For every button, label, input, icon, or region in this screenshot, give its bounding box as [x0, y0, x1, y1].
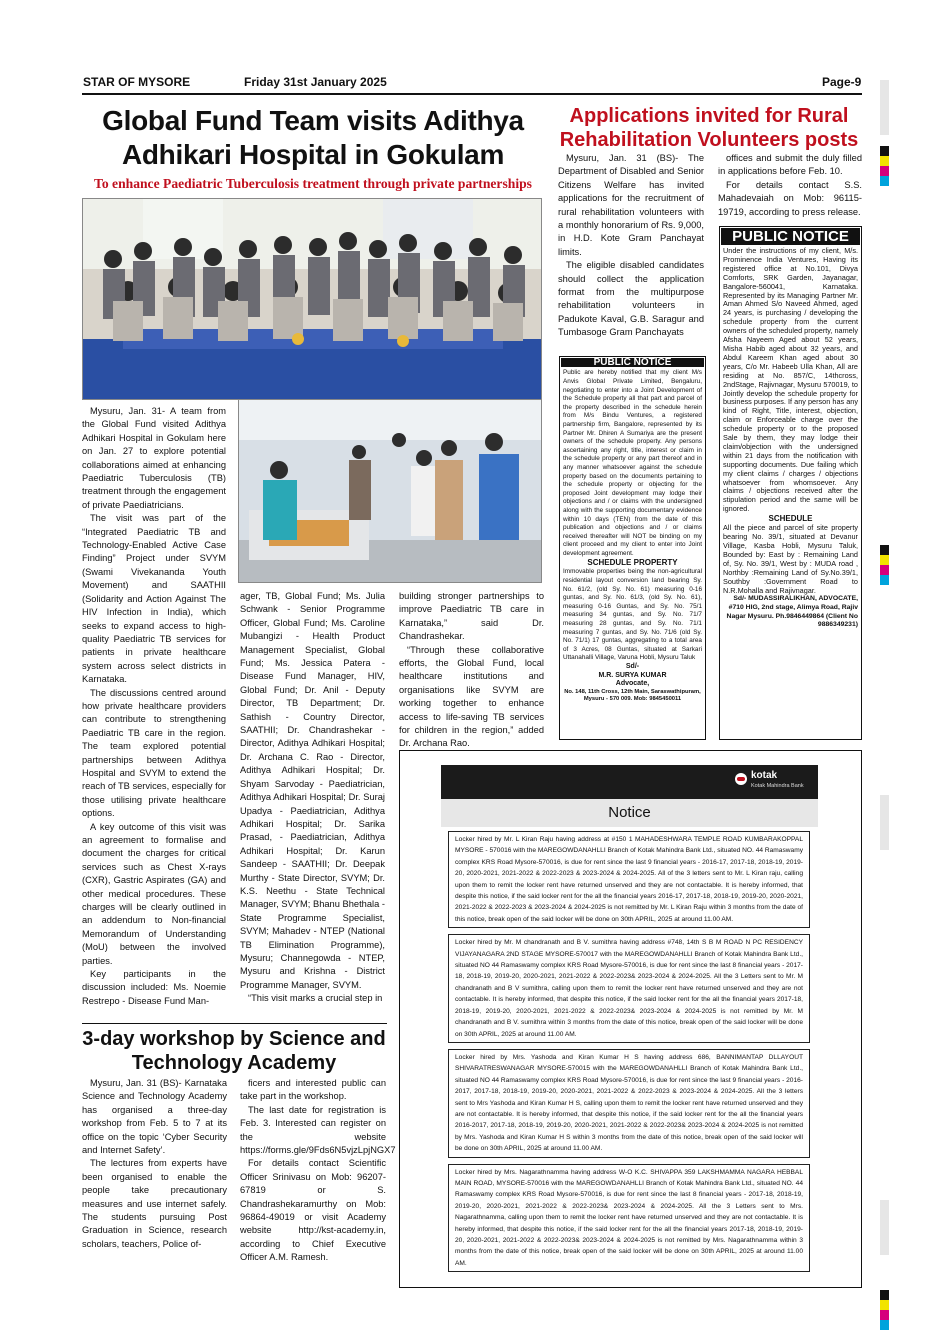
- paragraph: For details contact Scientific Officer Srinivasu on Mob: 96207-67819 or S. Chandrashekaramurthy on Mob: 96864-49019 or visit Academy website http://kst-academy.in, according to Chief Executive Officer A.M. Ramesh.: [240, 1158, 386, 1263]
- paragraph: The lectures from experts have been organised to enable the people take precautionary measures and use internet safely. The students pursuing Post Graduation in Science, research scholars, teachers, Police of-: [82, 1158, 227, 1249]
- public-notice-prominence: [719, 226, 862, 740]
- advocate-address: No. 148, 11th Cross, 12th Main, Saraswathipuram, Mysuru - 570 009. Mob: 9845450011: [564, 688, 701, 702]
- locker-entry: Locker hired by Mr. M chandranath and B V. sumithra having address #748, 14th S B M ROAD N PC RESIDENCY VIJAYANAGARA 2ND STAGE MYSORE-570017 with the MAREGOWDANAHLLI Branch of Kotak Mahindra Bank Ltd., situated NO 44 Ramaswamy complex KRS Road Mysore-570016, is due for rent since the last 8 financial years - 2017-18, 2018-19, 2019-20, 2020-2021, 2021-2022 & 2022-2023& 2023-2024 & 2024-2025. All the 3 Letters sent to Mr. M chandranath and B V sumithra, calling upon them to remit the locker rent have returned unserved and they are not contactable. It is hereby informed, that despite this notice, if the said locker rent for the all the financial years 2017-18, 2018-19, 2019-20, 2020-2021, 2021-2022 & 2022-2023& 2023-2024 & 2024-2025 is not remitted by Mr. M chandranath and B V. sumithra within 3 months from the date of this notice, break open of the said locker will be done on 30th APRIL, 2025 at around 11.00 AM.: [448, 934, 810, 1043]
- locker-entry: Locker hired by Mrs. Nagarathnamma having address W-O K.C. SHIVAPPA 359 LAKSHMAMMA NAGARA HEBBAL MAIN ROAD, MYSORE-570016 with the MAREGOWDANAHLLI Branch of Kotak Mahindra Bank Ltd., situated NO. 44 Ramaswamy complex KRS Road Mysore-570016, is due for rent since the last 8 financial years - 2017-18, 2018-19, 2019-20, 2020-2021, 2021-2022 & 2022-2023& 2023-2024 & 2024-2025. All the 3 Letters sent to Mrs. Nagarathnamma, calling upon them to remit the locker rent have returned unserved and they are not contactable. It is hereby informed, that despite this notice, if the said locker rent for the all the financial years 2017-18, 2018-19, 2019-20, 2020-2021, 2021-2022 & 2022-2023& 2023-2024 & 2024-2025 is not remitted by Mrs. Nagarathnamma within 3 months from the date of this notice, break open of the said locker will be done on 30th APRIL, 2025 at around 11.00 AM.: [448, 1164, 810, 1273]
- registration-bar: [880, 795, 889, 850]
- registration-bar: [880, 80, 889, 135]
- paragraph: Mysuru, Jan. 31 (BS)- Karnataka Science and Technology Academy has organised a three-day workshop from Feb. 5 to 7 at its office on the topic ‘Cyber Security and Internet Safety’.: [82, 1078, 227, 1156]
- paragraph: “Through these collaborative efforts, the Global Fund, local healthcare institutions and organisations like SVYM are working together to enhance access to life-saving TB services for children in the region,” added Dr. Archana Rao.: [399, 644, 544, 749]
- schedule-text: Immovable properties being the non-agricultural residential layout conversion land bearing Sy. No. 61/2, (old Sy. No. 61) measuring 0-16 guntas, and Sy. No. 61/3, (old Sy. No. 61), measuring 0-16 Guntas, and Sy. No. 75/1 measuring 34 guntas, and Sy. No. 71/7 measuring 28 guntas, and Sy. No. 71/1 measuring 7 guntas, and Sy. No. 71/6 (old Sy. No. 71/1) 17 guntas, aggregating to a total area of 3 Acres, 08 Guntas, situated at Sarkari Uttanahalli Village, Varuna Hobli, Mysuru Taluk: [563, 568, 702, 662]
- paragraph: “This visit marks a crucial step in: [248, 993, 383, 1004]
- registration-mark: [880, 555, 889, 565]
- locker-entry: Locker hired by Mrs. Yashoda and Kiran Kumar H S having address 686, BANNIMANTAP DLLAYOUT SHIVARATRESWANAGAR MYSORE-570015 with the MAREGOWDANAHLLI Branch of Kotak Mahindra Bank Ltd., situated NO 44 Ramaswamy complex KRS Road Mysore-570016, is due for rent since the last 9 financial years - 2016-2017, 2017-18, 2018-19, 2019-20, 2020-2021, 2021-2022 & 2022-2023 & 2023-2024 & 2024-2025. All the 3 letters sent to Mrs Yashoda and Kiran Kumar H S, calling upon them to remit the locker rent have returned unserved and they are not contactable. It is hereby informed, that despite this notice, if the said locker rent for the all the financial years 2016-2017, 2017-18, 2018-19, 2019-20, 2020-2021, 2021-2022 & 2022-2023& 2023-2024 & 2024-2025 is not remitted by Mrs. Yashoda and Kiran Kumar H S within 3 months from the date of this notice, break open of the said locker will be done on 30th APRIL, 2025 at around 11.00 AM.: [448, 1049, 810, 1158]
- paragraph: A key outcome of this visit was an agreement to formalise and document the charges for critical services such as Chest X-rays (CXR), Gastric Aspirates (GA) and other medical procedures. These charges will be clearly outlined in an addendum to Non-financial Memorandum of Understanding (MoU) between the involved parties.: [82, 821, 226, 966]
- notice-heading: Notice: [441, 799, 818, 827]
- participants-list: ager, TB, Global Fund; Ms. Julia Schwank - Senior Programme Officer, Global Fund; Ms. Caroline Mubangizi - Health Product Management Specialist, Global Fund; Ms. Jessica Patera - Disease Fund Manager, HIV, Global Fund; Dr. Anil - Deputy Director, TB Department; Dr. Sathish - Country Director, SAATHII; Dr. Chandrashekar - Director, Adithya Adhikari Hospital; Dr. Archana C. Rao - Director, Adithya Adhikari Hospital; Dr. Shyam Sarvoday - Paediatrician, Adithya Adhikari Hospital; Dr. Suraj Upadya - Paediatrician, Adithya Adhikari Hospital; Dr. Sarika Prasad, - Paediatrician, Adithya Adhikari Hospital; Dr. Karun Sandeep - SAATHII; Dr. Deepak Murthy - State Director, SVYM; Dr. K.S. Neethu - State Technical Manager, SVYM; Bhanu Bhethala - State Programme Specialist, SVYM; Mahadev - NTEP (National TB Elimination Programme), Mysuru; Channegowda - NTEP, Mysuru and Krishna - District Programme Manager, SVYM.: [240, 591, 385, 990]
- registration-bar: [880, 1200, 889, 1255]
- registration-mark: [880, 545, 889, 555]
- schedule-heading: SCHEDULE PROPERTY: [587, 558, 678, 568]
- rural-rehab-column-2: [718, 152, 862, 219]
- advocate-name: M.R. SURYA KUMAR: [598, 671, 667, 679]
- subheadline-global-fund: To enhance Paediatric Tuberculosis treatment through private partnerships: [94, 176, 532, 191]
- bank-banner: [441, 765, 818, 799]
- masthead-rule: [82, 93, 862, 95]
- paragraph: offices and submit the duly filled in applications before Feb. 10.: [718, 153, 862, 177]
- paragraph: building stronger partnerships to improve Paediatric TB care in Karnataka,” said Dr. Chandrashekar.: [399, 591, 544, 642]
- issue-date: Friday 31st January 2025: [244, 75, 387, 89]
- hospital-visit-photo: [238, 399, 542, 583]
- paragraph: For details contact S.S. Mahadevaiah on Mob: 96115-19719, according to press release.: [718, 179, 862, 217]
- registration-mark: [880, 146, 889, 156]
- rural-rehab-column-1: [558, 152, 704, 340]
- bank-brand: kotak: [751, 770, 778, 781]
- notice-title: PUBLIC NOTICE: [721, 228, 860, 245]
- kotak-logo-icon: [735, 773, 747, 785]
- paragraph: Key participants in the discussion included: Ms. Noemie Restrepo - Disease Fund Man-: [82, 969, 226, 1006]
- locker-entry: Locker hired by Mr. L Kiran Raju having address at #150 1 MAHADESHWARA TEMPLE ROAD KUMBARAKOPPAL MYSORE - 570016 with the MAREGOWDANAHLLI Branch of Kotak Mahindra Bank Ltd., situated NO. 44 Ramaswamy complex KRS Road Mysore-570016, is due for rent since the last 9 financial years - 2016-17, 2017-18, 2018-19, 2019-20, 2020-2021, 2021-2022 & 2022-2023 & 2023-2024 & 2024-2025. All of the 3 letters sent to Mr. L Kiran raju, calling upon them to remit the locker rent have returned unserved and they are not contactable. It is hereby informed, that despite this notice, if the said locker rent for the all the financial years 2016-17, 2017-18, 2018-19, 2019-20, 2020-2021, 2021-2022 & 2022-2023 & 2023-2024 & 2024-2025 is not remitted by Mr. L Kiran Raju within 3 months from the date of this notice, break open of the said locker will be done on 30th APRIL, 2025 at around 11.00 AM.: [448, 831, 810, 928]
- paragraph: Mysuru, Jan. 31 (BS)- The Department of Disabled and Senior Citizens Welfare has invited applications for the recruitment of rural rehabilitation volunteers with a monthly honorarium of Rs. 9,000, in H.D. Kote Gram Panchayat limits.: [558, 153, 704, 257]
- divider: [82, 1023, 387, 1024]
- page-number: Page-9: [822, 75, 862, 89]
- workshop-column-2: [240, 1077, 396, 1265]
- registration-mark: [880, 1290, 889, 1300]
- paragraph: The discussions centred around how private healthcare providers can contribute to strengthening Paediatric TB care in the region. The team explored potential partnerships between Adithya Hospital and SVYM to extend the reach of TB services, especially for those utilising private healthcare options.: [82, 687, 226, 819]
- registration-mark: [880, 156, 889, 166]
- notice-body: Under the instructions of my client, M/s. Prominence India Ventures, Having its registered office at No.101, Divya Comforts, SRK Garden, Jayanagar, Bangalore-560041, Karnataka. Represented by its Managing Partner Mr. Aman Ahmed S/o Naveed Ahmed, aged 24 years, is purchasing / developing the schedule property from the current owners of the scheduled property, namely Afsha Nayeem Aged about 52 years, Misha Habib aged about 32 years, and Abdul Kareem Khan aged about 30 years, C/o Mr. Habeeb Ulla Khan, All are residing at No. 857/C, 14thcross, 2ndStage, Rajivnagar, Mysuru 570019, to Jointly develop the schedule property for business purposes. If any person has any kind of Right, Title, interest, objection, claim or Enforceable charge over the schedule property or to the proposed Sale by them, they may lodge their claim/objection with the undersigned within 21 days from the notification with supporting documents. Due failing which my client claims / charges / objections whatsoever from whomsoever. Any claims / objections received after the stipulation period and the same will be ignored.: [723, 246, 858, 514]
- paragraph: ficers and interested public can take part in the workshop.: [240, 1078, 386, 1102]
- locker-list: [448, 831, 810, 1278]
- registration-mark: [880, 565, 889, 575]
- headline-rural-rehab: Applications invited for Rural Rehabilitation Volunteers posts: [559, 105, 859, 151]
- registration-mark: [880, 176, 889, 186]
- group-photo: [82, 198, 542, 400]
- paragraph: The last date for registration is Feb. 3. Interested can register on the website https://forms.gle/9Fds6N5vjzLpjNGX7: [240, 1104, 396, 1156]
- notice-title: PUBLIC NOTICE: [561, 358, 704, 367]
- paper-name: STAR OF MYSORE: [83, 75, 191, 89]
- bank-brand-sub: Kotak Mahindra Bank: [751, 783, 804, 789]
- registration-mark: [880, 166, 889, 176]
- registration-mark: [880, 575, 889, 585]
- public-notice-anvis: [559, 356, 706, 740]
- global-fund-column-3: [399, 590, 544, 751]
- advocate-role: Advocate,: [615, 680, 650, 687]
- bank-locker-notice: [399, 750, 862, 1288]
- paragraph: The eligible disabled candidates should collect the application format from the multipurpose rehabilitation volunteers in Padukote Kaval, G.B. Saragur and Tumbasoge Gram Panchayats: [558, 260, 704, 338]
- registration-mark: [880, 1300, 889, 1310]
- advocate-signature: Sd/- MUDASSIRALIKHAN, ADVOCATE, #710 HIG, 2nd stage, Alimya Road, Rajiv Nagar Mysuru. Ph.9846449864 (Client No 9886349231): [726, 595, 858, 629]
- headline-workshop: 3-day workshop by Science and Technology Academy: [82, 1028, 386, 1074]
- signature: Sd/-: [625, 663, 640, 670]
- headline-global-fund: Global Fund Team visits Adithya Adhikari Hospital in Gokulam: [102, 105, 524, 170]
- schedule-heading: SCHEDULE: [768, 514, 813, 524]
- global-fund-column-1: [82, 405, 226, 1008]
- workshop-column-1: [82, 1077, 227, 1251]
- schedule-text: All the piece and parcel of site property bearing No. 39/1, situated at Devanur Village, Kasba Hobli, Mysuru Taluk, Bounded by: East by : Remaining Land of, Sy. No. 39/1, West by : MUDA road , Northby :Remaining Land of Sy.No.39/1, Southby :Government Road to N.R.Mohalla and Rajivnagar.: [723, 523, 858, 595]
- paragraph: The visit was part of the “Integrated Paediatric TB and Technology-Enabled Active Case Finding” Project under SVYM (Swami Vivekananda Youth Movement) and SAATHII (Solidarity and Action Against The HIV Infection in India), which seeks to expand access to high-quality Paediatric TB services for patients in private healthcare system across select districts in Karnataka.: [82, 513, 226, 685]
- paragraph: Mysuru, Jan. 31- A team from the Global Fund visited Adithya Adhikari Hospital in Gokulam here on Jan. 27 to explore potential collaborations aimed at enhancing Paediatric Tuberculosis (TB) treatment through the engagement of private Paediatricians.: [82, 406, 226, 510]
- global-fund-column-2: [240, 590, 385, 1006]
- notice-body: Public are hereby notified that my client M/s Anvis Global Private Limited, Bengaluru, negotiating to enter into a Joint Development of the Schedule property all that part and parcel of the property described in the schedule herein from M/s Bindu Ventures, a registered partnership firm, Bangalore, represented by its Partner Mr. Dhiren A Sumariya are the present owners of the schedule property. Any persons ascertaining any right, title, interest or claim in the schedule property or any part thereof and in any manner whatsoever against the schedule property based on the documents pertaining to the schedule property or objecting for the proposed Joint development may lodge their objections and / or claims with the undersigned along with the supporting documentary evidence within 10 days (TEN) from the date of this publication and objections and / or claims received thereafter will NOT be binding on my client proceed and my client to enter into Joint development agreement.: [563, 369, 702, 557]
- registration-mark: [880, 1310, 889, 1320]
- registration-mark: [880, 1320, 889, 1330]
